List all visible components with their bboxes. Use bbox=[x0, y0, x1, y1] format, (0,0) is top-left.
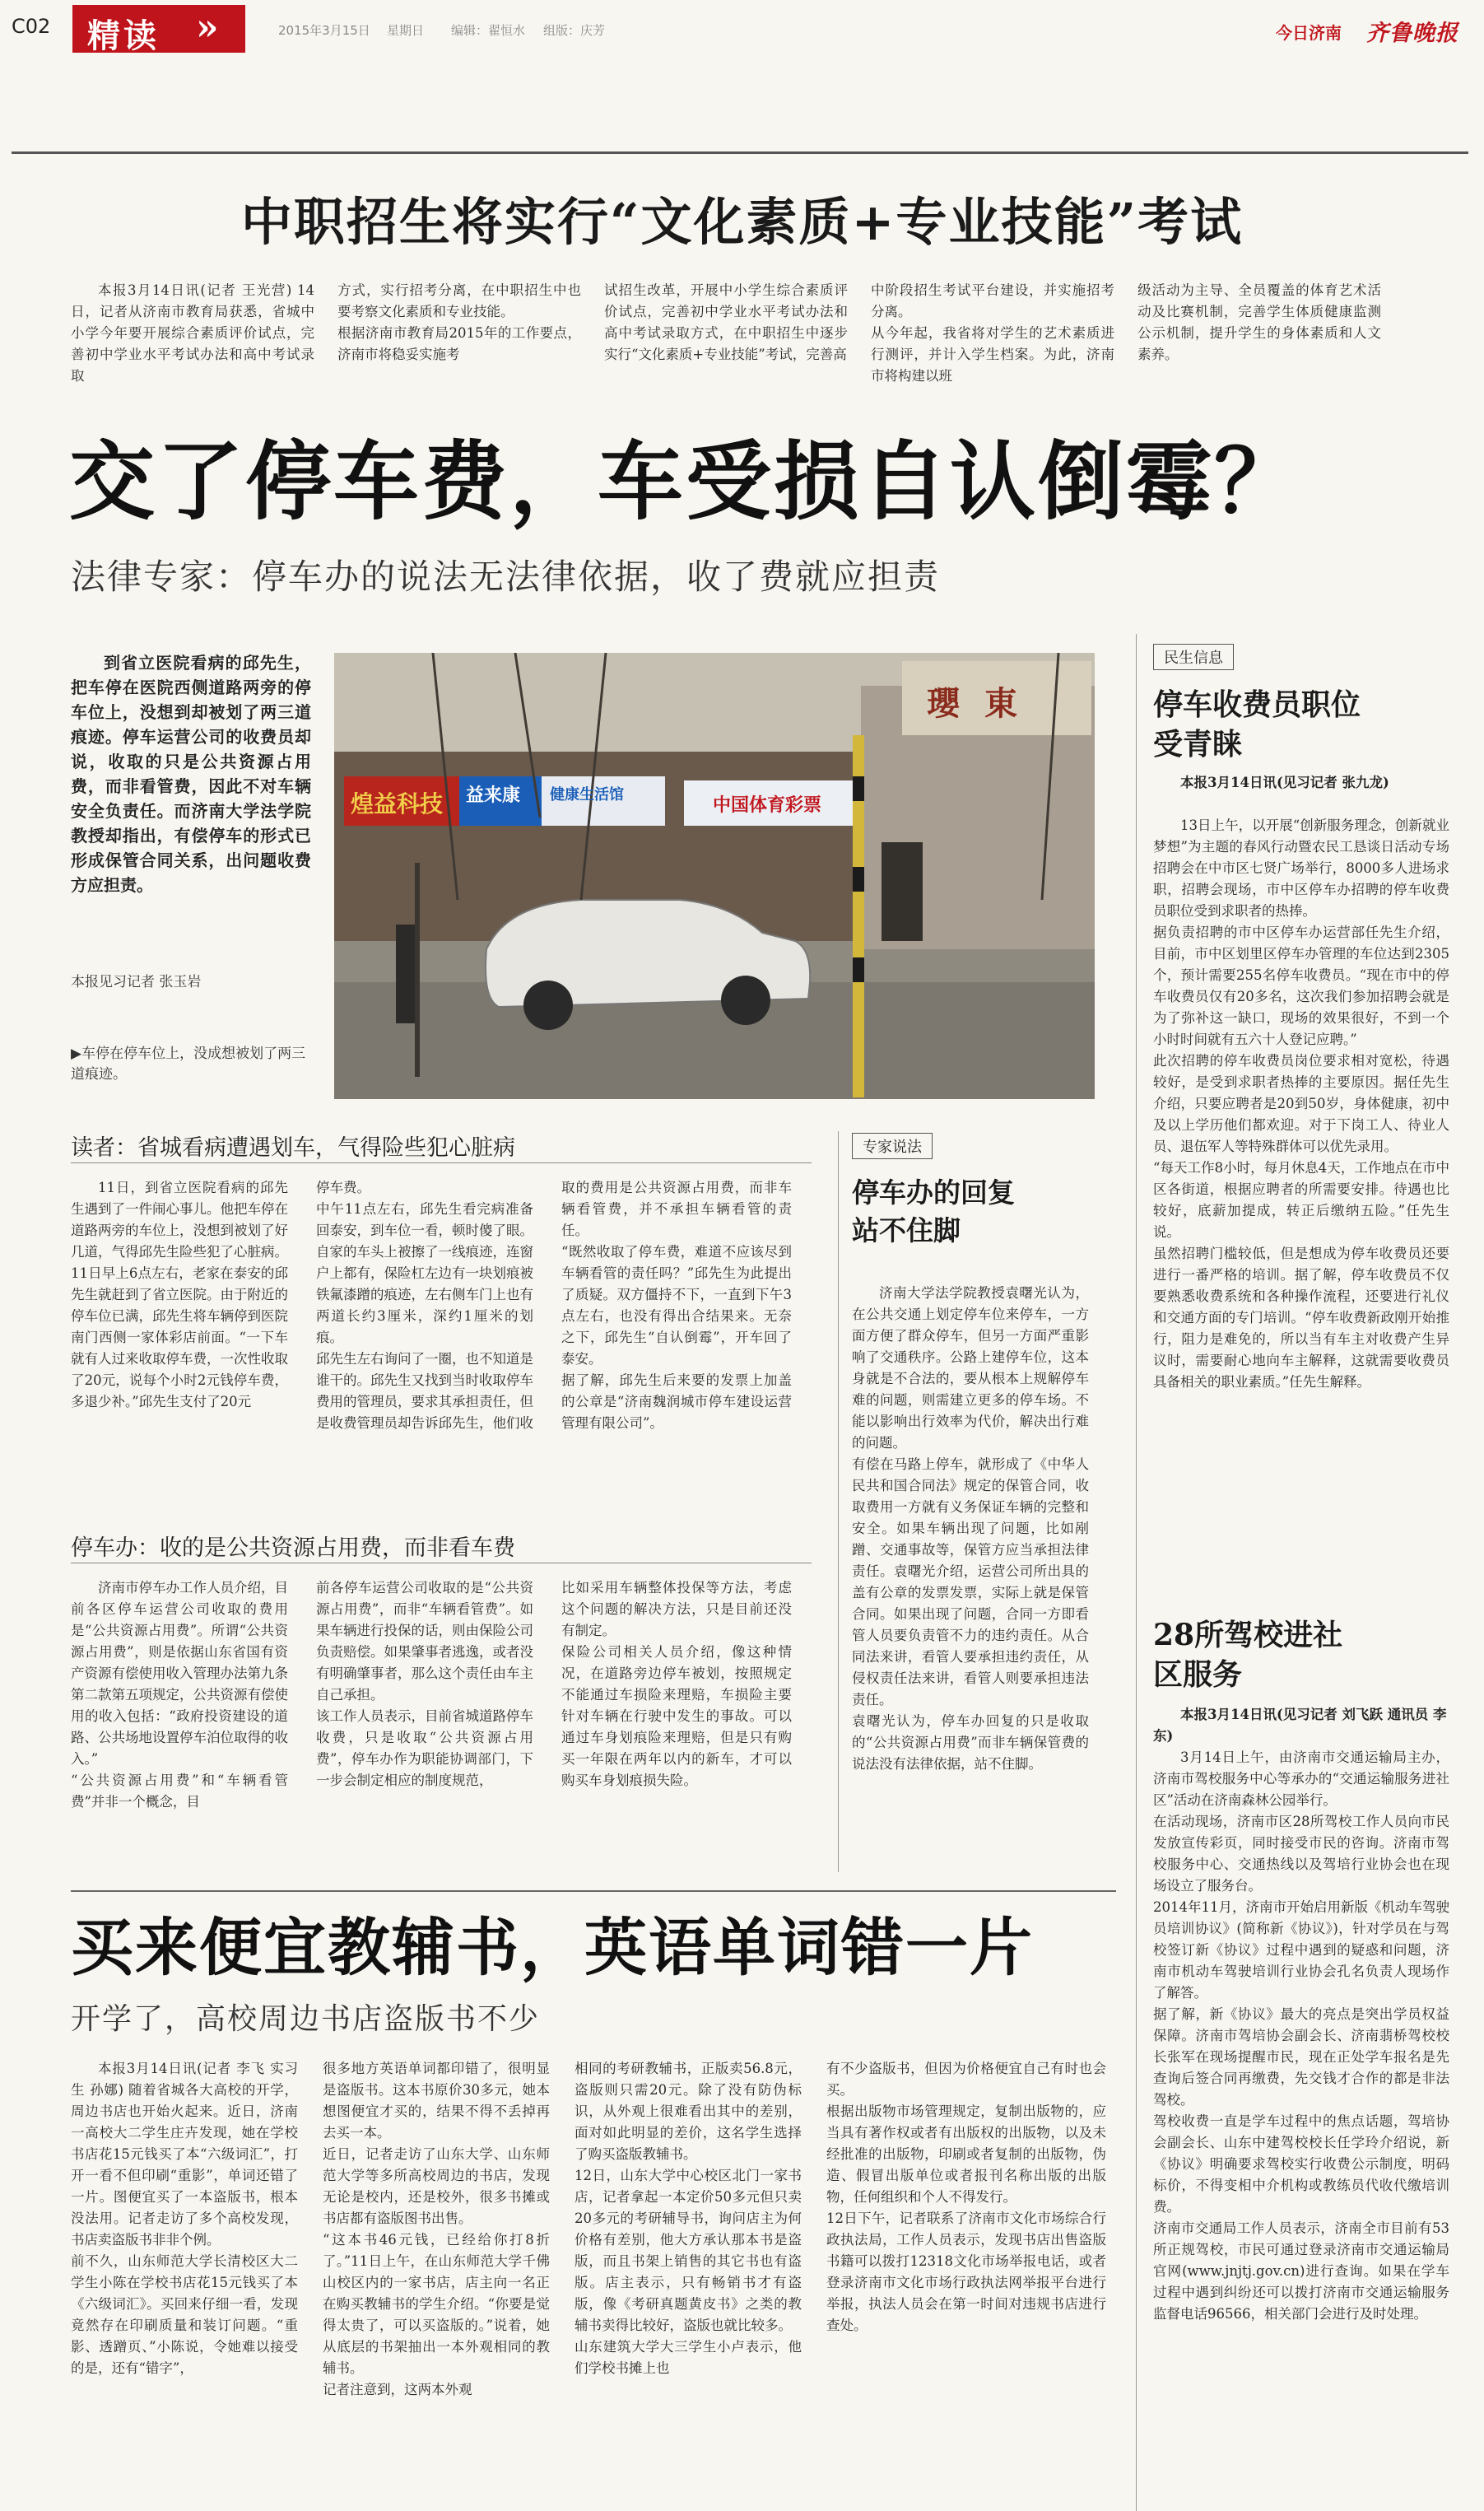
header-rule bbox=[12, 151, 1468, 154]
article3-top-rule bbox=[71, 1890, 1116, 1892]
article3-headline: 买来便宜教辅书，英语单词错一片 bbox=[71, 1911, 1034, 1984]
article1-column-4: 中阶段招生考试平台建设，并实施招考分离。 从今年起，我省将对学生的艺术素质进行测评，并计入学生档案。为此，济南市将构建以班 bbox=[871, 282, 1114, 384]
sidebar-news2-byline: 本报3月14日讯(见习记者 刘飞跃 通讯员 李东) bbox=[1153, 1707, 1447, 1744]
subhead-1-rule bbox=[71, 1162, 812, 1163]
expert-tag: 专家说法 bbox=[852, 1133, 933, 1159]
sidebar-news2-body: 3月14日上午，由济南市交通运输局主办，济南市驾校服务中心等承办的“交通运输服务进社区”活动在济南森林公园举行。 在活动现场，济南市区28所驾校工作人员向市民发放宣传彩页，同时接受市民的咨询。济南市驾校服务中心、交通热线以及驾培行业协会也在现场设立了服务台。 2014年11月，济南市开始启用新版《机动车驾驶员培训协议》(简称新《协议》)，针对学员在与驾校签订新《协议》过程中遇到的疑惑和问题，济南市机动车驾驶培训行业协会孔名负责人现场作了解答。 据了解，新《协议》最大的亮点是突出学员权益保障。济南市驾培协会副会长、济南翡桥驾校校长张军在现场提醒市民，现在正处学车报名是先查询后签合同再缴费，先交钱才合作的都是非法驾校。 驾校收费一直是学车过程中的焦点话题，驾培协会副会长、山东中建驾校校长任学玲介绍说，新《协议》明确要求驾校实行收费公示制度，明码标价，不得变相中介机构或教练员代收代缴培训费。 济南市交通局工作人员表示，济南全市目前有53所正规驾校，市民可通过登录济南市交通运输局官网(www.jnjtj.gov.cn)进行查询。如果在学车过程中遇到纠纷还可以拨打济南市交通运输服务监督电话96566，相关部门会进行及时处理。 bbox=[1153, 1749, 1449, 2322]
shop-sign-2: 益来康 bbox=[466, 785, 521, 806]
article1-column-5: 级活动为主导、全员覆盖的体育艺术活动及比赛机制，完善学生体质健康监测公示机制，提升学生的身体素质和人文素养。 bbox=[1137, 282, 1381, 362]
expert-body: 济南大学法学院教授袁曙光认为，在公共交通上划定停车位来停车，一方面方便了群众停车，但另一方面严重影响了交通秩序。公路上建停车位，这本身就是不合法的，要从根本上规解停车难的问题，则需建立更多的停车场。不能以影响出行效率为代价，解决出行难的问题。 有偿在马路上停车，就形成了《中华人民共和国合同法》规定的保管合同，收取费用一方就有义务保证车辆的完整和安全。如果车辆出现了问题，比如剐蹭、交通事故等，保管方应当承担法律责任。袁曙光介绍，运营公司所出具的盖有公章的发票发票，实际上就是保管合同。如果出现了问题，合同一方即看管人员要负责管不力的违约责任。从合同法来讲，看管人要承担违约责任，从侵权责任法来讲，看管人则要承担违法责任。 袁曙光认为，停车办回复的只是收取的“公共资源占用费”而非车辆保管费的说法没有法律依据，站不住脚。 bbox=[852, 1285, 1089, 1772]
article2-sub2-col3: 比如采用车辆整体投保等方法，考虑这个问题的解决方法，只是目前还没有制定。 保险公司相关人员介绍，像这种情况，在道路旁边停车被划，按照规定不能通过车损险来理赔，车损险主要针对车辆在行驶中发生的事故。可以通过车身划痕险来理赔，但是只有购买一年限在两年以内的新车，才可以购买车身划痕损失险。 bbox=[561, 1580, 792, 1788]
photo-credit: 本报见习记者 张玉岩 bbox=[71, 974, 202, 990]
editor-credit: 编辑：翟恒水 bbox=[451, 23, 526, 38]
sidebar-news1-body: 13日上午，以开展“创新服务理念，创新就业梦想”为主题的春风行动暨农民工恳谈日活动专场招聘会在中市区七贤广场举行，8000多人进场求职，招聘会现场，市中区停车办招聘的停车收费员职位受到求职者的热捧。 据负责招聘的市中区停车办运营部任先生介绍，目前，市中区划里区停车办管理的车位达到2305个，预计需要255名停车收费员。“现在市中的停车收费员仅有20多名，这次我们参加招聘会就是为了弥补这一缺口，现场的效果很好，不到一个小时时间就有五六十人登记应聘。” 此次招聘的停车收费员岗位要求相对宽松，待遇较好，是受到求职者热捧的主要原因。据任先生介绍，只要应聘者是20到50岁，身体健康，初中及以上学历他们都欢迎。对于下岗工人、待业人员、退伍军人等特殊群体可以优先录用。 “每天工作8小时，每月休息4天，工作地点在市中区各街道，根据应聘者的所需要安排。待遇也比较好，底薪加提成，转正后缴纳五险。”任先生说。 虽然招聘门槛较低，但是想成为停车收费员还要进行一番严格的培训。据了解，停车收费员不仅要熟悉收费系统和各种操作流程，还要进行礼仪和交通方面的专门培训。“停车收费新政刚开始推行，阻力是难免的，所以当有车主对收费产生异议时，需要耐心地向车主解释，这就需要收费员具备相关的职业素质。”任先生解释。 bbox=[1153, 818, 1449, 1390]
article2-sub1-col3: 取的费用是公共资源占用费，而非车辆看管费，并不承担车辆看管的责任。 “既然收取了停车费，难道不应该尽到车辆看管的责任吗？”邱先生为此提出了质疑。双方僵持不下，一直到下午3点左右，也没有得出合结果来。无奈之下，邱先生“自认倒霉”，开车回了泰安。 据了解，邱先生后来要的发票上加盖的公章是“济南魏润城市停车建设运营管理有限公司”。 bbox=[561, 1180, 792, 1431]
issue-weekday: 星期日 bbox=[387, 23, 425, 38]
sidebar bbox=[1136, 634, 1466, 2511]
article1-headline: 中职招生将实行“文化素质+专业技能”考试 bbox=[240, 192, 1244, 252]
article2-sub2-col1: 济南市停车办工作人员介绍，目前各区停车运营公司收取的费用是“公共资源占用费”。所谓“公共资源占用费”，则是依据山东省国有资产资源有偿使用收入管理办法第九条第二款第五项规定，公共资源有偿使用的收入包括：“政府投资建设的道路、公共场地设置停车泊位取得的收入。” “公共资源占用费”和“车辆看管费”并非一个概念，目 bbox=[71, 1580, 288, 1810]
article3-subheadline: 开学了，高校周边书店盗版书不少 bbox=[71, 2002, 541, 2036]
column-name: 今日济南 bbox=[1276, 23, 1342, 43]
article2-sub2-col2: 前各停车运营公司收取的是“公共资源占用费”，而非“车辆看管费”。如果车辆进行投保的话，则由保险公司负责赔偿。如果肇事者逃逸，或者没有明确肇事者，那么这个责任由车主自己承担。 该工作人员表示，目前省城道路停车收费，只是收取“公共资源占用费”，停车办作为职能协调部门，下一步会制定相应的制度规范， bbox=[316, 1580, 533, 1788]
page-header bbox=[0, 0, 1484, 56]
article3-column-1: 本报3月14日讯(记者 李飞 实习生 孙娜) 随着省城各大高校的开学，周边书店也开始火起来。近日，济南一高校大二学生庄卉发现，她在学校书店花15元钱买了本“六级词汇”，打开一看不但印刷“重影”，单词还错了一片。图便宜买了一本盗版书，根本没法用。记者走访了多个高校发现，书店卖盗版书非非个例。 前不久，山东师范大学长清校区大二学生小陈在学校书店花15元钱买了本《六级词汇》。买回来仔细一看，发现竟然存在印刷质量和装订问题。“重影、透蹭页、”小陈说，令她难以接受的是，还有“错字”， bbox=[71, 2061, 298, 2376]
news-photo bbox=[334, 653, 1095, 1099]
sidebar-news1-title: 停车收费员职位受青睐 bbox=[1153, 687, 1361, 762]
shop-sign-4: 中国体育彩票 bbox=[713, 795, 822, 816]
article2-headline: 交了停车费，车受损自认倒霉？ bbox=[69, 431, 1303, 532]
shop-sign-3: 健康生活馆 bbox=[550, 786, 624, 804]
article2-subheadline: 法律专家：停车办的说法无法律依据，收了费就应担责 bbox=[71, 557, 941, 597]
article2-sub1-col2: 停车费。 中午11点左右，邱先生看完病准备回泰安，到车位一看，顿时傻了眼。自家的车头上被擦了一线痕迹，连窗户上都有，保险杠左边有一块划痕被铁氟漆蹭的痕迹，左右侧车门上也有两道长约3厘米，深约1厘米的划痕。 邱先生左右询问了一圈，也不知道是谁干的。邱先生又找到当时收取停车费用的管理员，要求其承担责任，但是收费管理员却告诉邱先生，他们收 bbox=[316, 1180, 533, 1431]
article1-column-1: 本报3月14日讯(记者 王光营) 14日，记者从济南市教育局获悉，省城中小学今年要开展综合素质评价试点，完善初中学业水平考试办法和高中考试录取 bbox=[71, 282, 314, 384]
section-label: 精读 bbox=[87, 17, 160, 55]
issue-date: 2015年3月15日 bbox=[278, 23, 370, 38]
shop-sign-5: 瓔東 bbox=[927, 684, 1042, 723]
article3-column-4: 有不少盗版书，但因为价格便宜自己有时也会买。 根据出版物市场管理规定，复制出版物的，应当具有著作权或者有出版权的出版物，以及未经批准的出版物，印刷或者复制的出版物，伪造、假冒出版单位或者报刊名称出版的出版物，任何组织和个人不得发行。 12日下午，记者联系了济南市文化市场综合行政执法局，工作人员表示，发现书店出售盗版书籍可以拨打12318文化市场举报电话，或者登录济南市文化市场行政执法网举报平台进行举报，执法人员会在第一时间对违规书店进行查处。 bbox=[826, 2061, 1106, 2333]
expert-title: 停车办的回复站不住脚 bbox=[852, 1176, 1015, 1246]
article2-lead: 到省立医院看病的邱先生，把车停在医院西侧道路两旁的停车位上，没想到却被划了两三道痕迹。停车运营公司的收费员却说，收取的只是公共资源占用费，而非看管费，因此不对车辆安全负责任。而济南大学法学院教授却指出，有偿停车的形式已形成保管合同关系，出问题收费方应担责。 bbox=[71, 653, 311, 895]
article1-column-2: 方式，实行招考分离，在中职招生中也要考察文化素质和专业技能。 根据济南市教育局2015年的工作要点，济南市将稳妥实施考 bbox=[337, 282, 581, 362]
section-arrow-icon: » bbox=[196, 7, 219, 49]
article2-subhead-1: 读者：省城看病遭遇划车，气得险些犯心脏病 bbox=[71, 1135, 515, 1161]
newspaper-logo: 齐鲁晚报 bbox=[1366, 21, 1458, 46]
sidebar-tag: 民生信息 bbox=[1153, 644, 1234, 670]
article3-column-2: 很多地方英语单词都印错了，很明显是盗版书。这本书原价30多元，她本想图便宜才买的，结果不得不丢掉再去买一本。 近日，记者走访了山东大学、山东师范大学等多所高校周边的书店，发现无论是校内，还是校外，很多书摊或书店都有盗版图书出售。 “这本书46元钱，已经给你打8折了。”11日上午，在山东师范大学千佛山校区内的一家书店，店主向一名正在购买教辅书的学生介绍。“你要是觉得太贵了，可以买盗版的。”说着，她从底层的书架抽出一本外观相同的教辅书。 记者注意到，这两本外观 bbox=[323, 2061, 550, 2397]
article3-column-3: 相同的考研教辅书，正版卖56.8元，盗版则只需20元。除了没有防伪标识，从外观上很难看出其中的差别，面对如此明显的差价，这名学生选择了购买盗版教辅书。 12日，山东大学中心校区北门一家书店，记者拿起一本定价50多元但只卖20多元的考研辅导书，询问店主为何价格有差别，他大方承认那本书是盗版，而且书架上销售的其它书也有盗版。店主表示，只有畅销书才有盗版，像《考研真题黄皮书》之类的教辅书卖得比较好，盗版也就比较多。 山东建筑大学大三学生小卢表示，他们学校书摊上也 bbox=[575, 2061, 802, 2376]
shop-sign-1: 煌益科技 bbox=[351, 790, 444, 818]
article2-sub1-col1: 11日，到省立医院看病的邱先生遇到了一件闹心事儿。他把车停在道路两旁的车位上，没想到被划了好几道，气得邱先生险些犯了心脏病。 11日早上6点左右，老家在泰安的邱先生就赶到了省立医院。由于附近的停车位已满，邱先生将车辆停到医院南门西侧一家体彩店前面。“一下车就有人过来收取停车费，一次性收取了20元，说每个小时2元钱停车费，多退少补。”邱先生支付了20元 bbox=[71, 1180, 288, 1409]
photo-caption: ▶车停在停车位上，没成想被划了两三道痕迹。 bbox=[71, 1046, 306, 1083]
expert-box bbox=[838, 1131, 1094, 1872]
designer-credit: 组版：庆芳 bbox=[543, 23, 606, 38]
sidebar-news2-title: 28所驾校进社区服务 bbox=[1153, 1618, 1343, 1692]
article1-column-3: 试招生改革，开展中小学生综合素质评价试点，完善初中学业水平考试办法和高中考试录取方式，在中职招生中逐步实行“文化素质+专业技能”考试，完善高 bbox=[604, 282, 848, 362]
sidebar-news1-byline: 本报3月14日讯(见习记者 张九龙) bbox=[1180, 775, 1389, 790]
section-badge bbox=[72, 5, 245, 53]
article2-subhead-2: 停车办：收的是公共资源占用费，而非看车费 bbox=[71, 1535, 515, 1561]
page-number: C02 bbox=[12, 15, 51, 38]
